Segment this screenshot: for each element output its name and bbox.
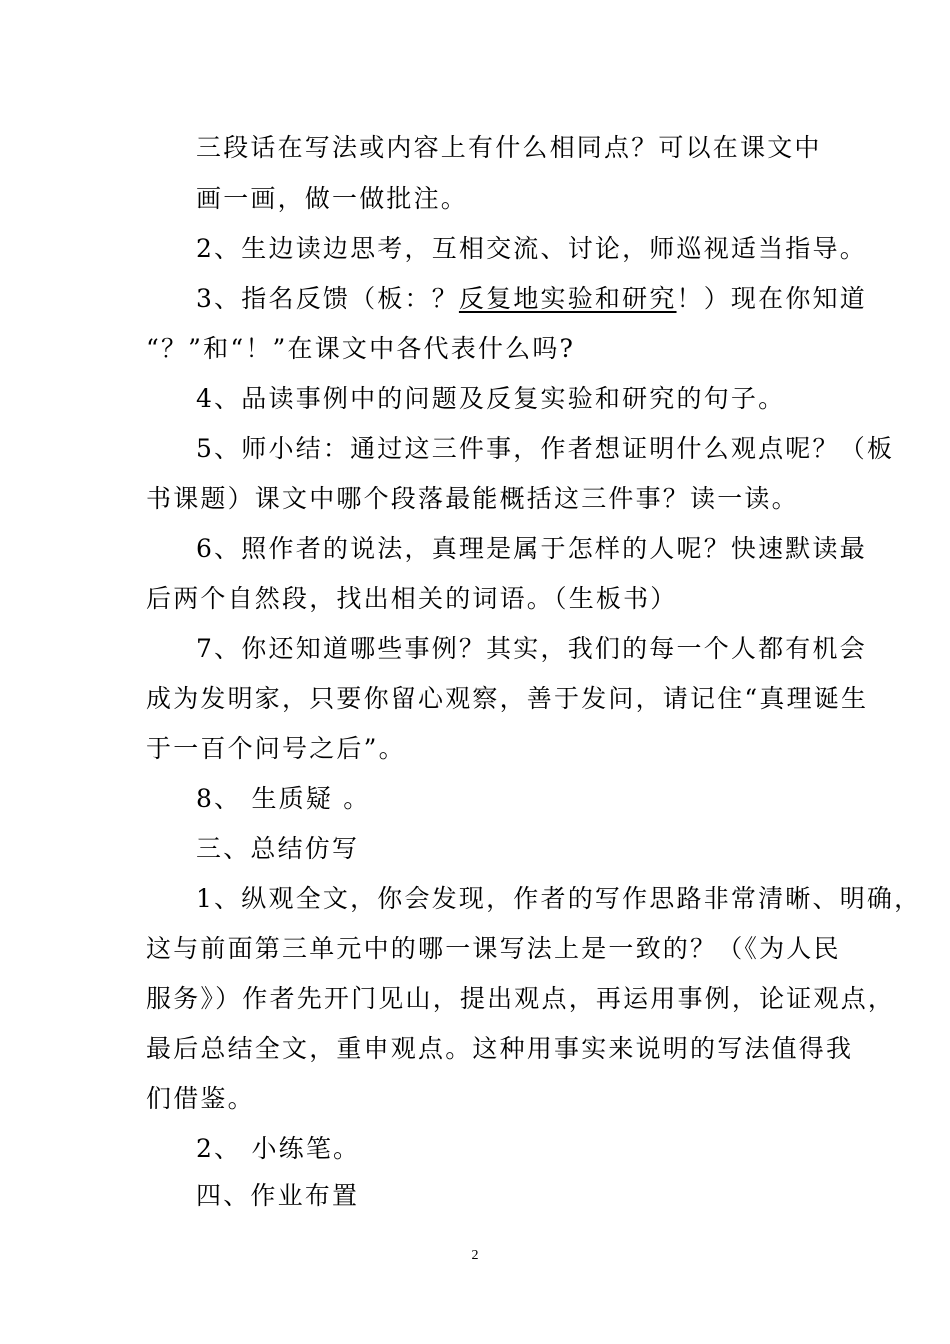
text-line: 6、照作者的说法，真理是属于怎样的人呢？快速默读最 — [196, 534, 867, 563]
text-line: 于一百个问号之后”。 — [146, 734, 406, 763]
page-number: 2 — [471, 1248, 479, 1263]
text-line: 4、品读事例中的问题及反复实验和研究的句子。 — [196, 384, 786, 413]
text-line: 2、 小练笔。 — [196, 1134, 361, 1163]
text-line: “？”和“！”在课文中各代表什么吗? — [146, 334, 576, 363]
section-heading: 四、作业布置 — [196, 1181, 360, 1210]
text-line: 三段话在写法或内容上有什么相同点？可以在课文中 — [196, 133, 822, 162]
text-line: 成为发明家，只要你留心观察，善于发问，请记住“真理诞生 — [146, 684, 869, 713]
text-line: 们借鉴。 — [146, 1084, 255, 1113]
text-line: 书课题）课文中哪个段落最能概括这三件事？读一读。 — [146, 484, 799, 513]
section-heading: 三、总结仿写 — [196, 834, 360, 863]
text-line: 8、 生质疑 。 — [196, 784, 371, 813]
text-line: 2、生边读边思考，互相交流、讨论，师巡视适当指导。 — [196, 234, 867, 263]
text-line: 1、纵观全文，你会发现，作者的写作思路非常清晰、明确， — [196, 884, 922, 913]
text-line: 7、你还知道哪些事例？其实，我们的每一个人都有机会 — [196, 634, 867, 663]
text-segment: ！）现在你知道 — [676, 284, 867, 313]
text-line: 最后总结全文，重申观点。这种用事实来说明的写法值得我 — [146, 1034, 854, 1063]
text-line: 服务》）作者先开门见山，提出观点，再运用事例，论证观点， — [146, 984, 896, 1013]
text-line: 5、师小结：通过这三件事，作者想证明什么观点呢？（板 — [196, 434, 895, 463]
text-line: 画一画，做一做批注。 — [196, 184, 469, 213]
text-line: 后两个自然段，找出相关的词语。（生板书） — [146, 584, 678, 613]
text-line-feedback — [196, 283, 866, 315]
text-segment: 3、指名反馈（板：？ — [196, 284, 459, 313]
underlined-phrase: 反复地实验和研究 — [458, 284, 677, 313]
text-line: 这与前面第三单元中的哪一课写法上是一致的？（《为人民 — [146, 934, 841, 963]
